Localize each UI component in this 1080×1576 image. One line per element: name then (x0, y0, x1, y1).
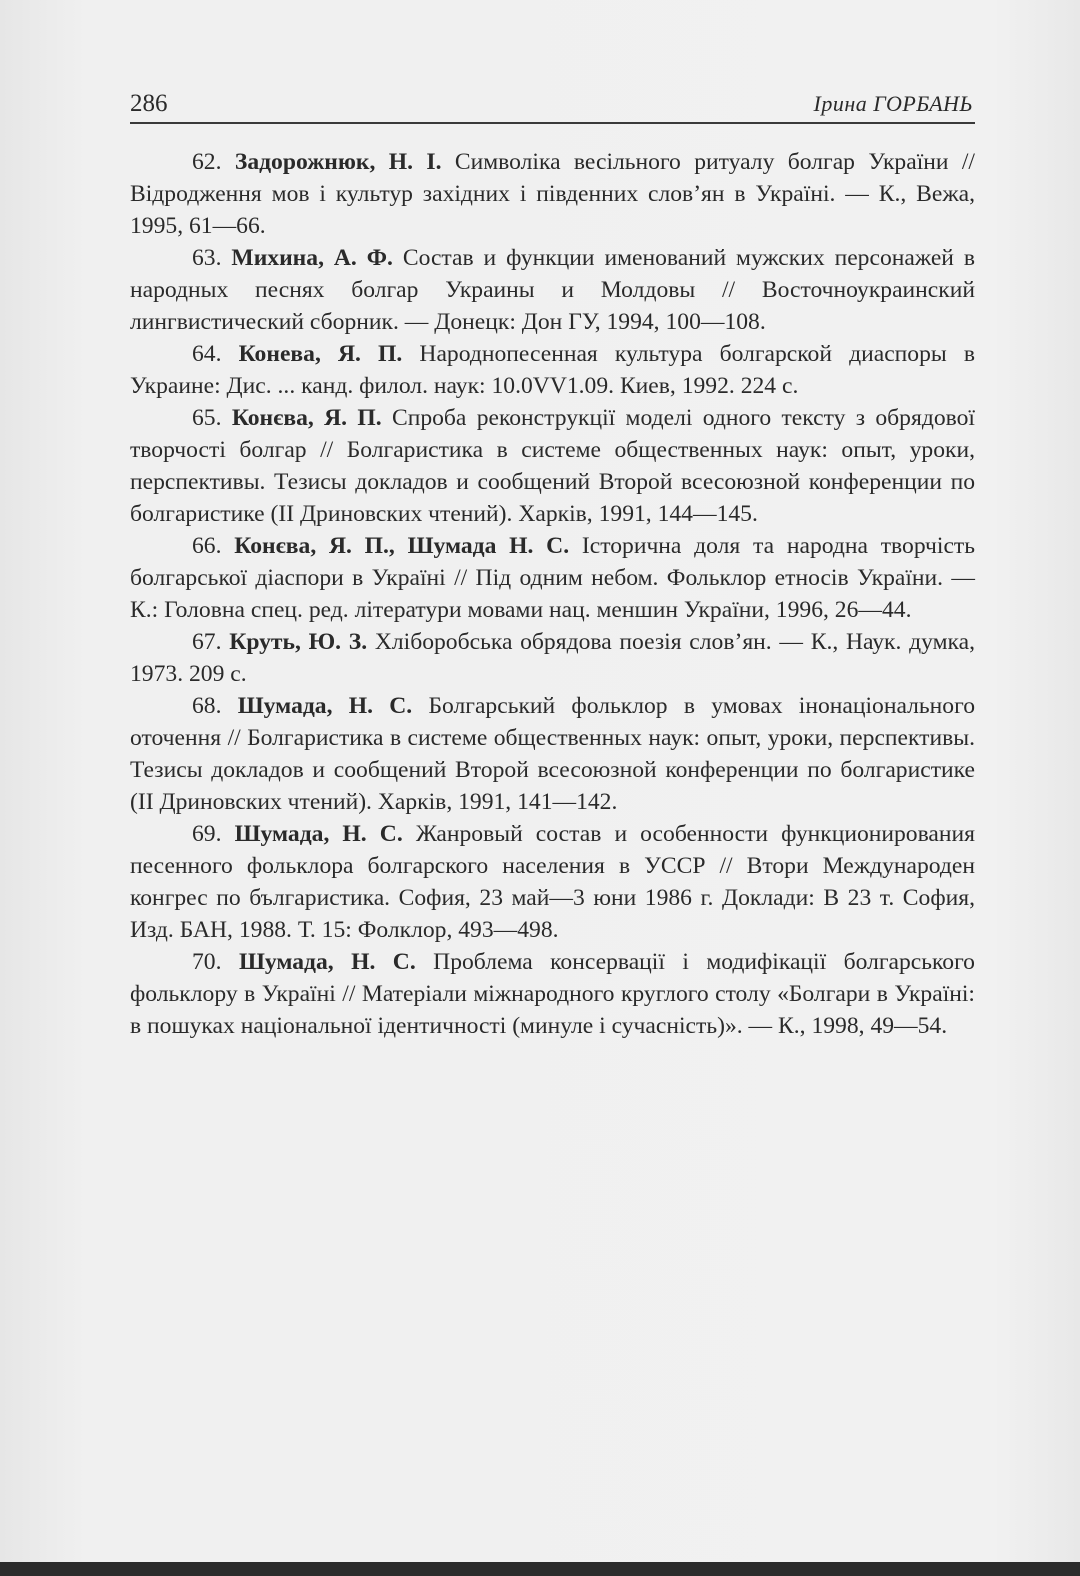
reference-number: 64. (192, 341, 222, 367)
reference-author: Круть, Ю. З. (229, 629, 368, 655)
reference-item (130, 530, 975, 626)
reference-number: 62. (192, 149, 222, 175)
reference-item (130, 338, 975, 402)
reference-list (130, 146, 975, 1042)
reference-number: 63. (192, 245, 222, 271)
reference-text: Народнопесенная культура болгарской диаспоры в Украине: Дис. ... канд. филол. наук: 10.0VV1.09. Киев, 1992. 224 с. (130, 341, 975, 399)
reference-author: Задорожнюк, Н. І. (234, 149, 442, 175)
reference-text: Символіка весільного ритуалу болгар України // Відродження мов і культур західних і південних слов’ян в Україні. — К., Вежа, 1995, 61—66. (130, 149, 975, 239)
reference-text: Проблема консервації і модифікації болгарського фольклору в Україні // Матеріали міжнародного круглого столу «Болгари в Україні: в пошуках національної ідентичності (минуле і сучасність)». — К., 1998, 49—54. (130, 949, 975, 1039)
reference-item (130, 146, 975, 242)
reference-number: 70. (192, 949, 222, 975)
reference-item (130, 946, 975, 1042)
reference-number: 68. (192, 693, 222, 719)
page-number: 286 (130, 90, 168, 117)
reference-text: Спроба реконструкції моделі одного тексту з обрядової творчості болгар // Болгаристика в системе общественных наук: опыт, уроки, перспективы. Тезисы докладов и сообщений Второй всесоюзной конференции по болгаристике (II Дриновских чтений). Харків, 1991, 144—145. (130, 405, 975, 527)
reference-text: Болгарський фольклор в умовах інонаціонального оточення // Болгаристика в системе общественных наук: опыт, уроки, перспективы. Тезисы докладов и сообщений Второй всесоюзной конференции по болгаристике (II Дриновских чтений). Харків, 1991, 141—142. (130, 693, 975, 815)
reference-item (130, 402, 975, 530)
reference-number: 69. (192, 821, 222, 847)
reference-author: Шумада, Н. С. (238, 949, 416, 975)
reference-author: Конева, Я. П. (238, 341, 403, 367)
reference-author: Конєва, Я. П. (231, 405, 382, 431)
reference-number: 67. (192, 629, 222, 655)
reference-item (130, 818, 975, 946)
reference-number: 65. (192, 405, 222, 431)
reference-author: Михина, А. Ф. (231, 245, 393, 271)
reference-item (130, 626, 975, 690)
page-bottom-edge (0, 1562, 1080, 1576)
running-head-author: Ірина ГОРБАНЬ (813, 91, 973, 116)
reference-number: 66. (192, 533, 222, 559)
reference-text: Хліборобська обрядова поезія слов’ян. — К., Наук. думка, 1973. 209 с. (130, 629, 976, 687)
reference-item (130, 242, 975, 338)
reference-item (130, 690, 975, 818)
reference-text: Жанровый состав и особенности функционирования песенного фольклора болгарского населения в УССР // Втори Международен конгрес по българистика. София, 23 май—3 юни 1986 г. Доклади: В 23 т. София, Изд. БАН, 1988. Т. 15: Фолклор, 493—498. (130, 821, 976, 943)
reference-text: Історична доля та народна творчість болгарської діаспори в Україні // Під одним небом. Фольклор етносів України. — К.: Головна спец. ред. літератури мовами нац. меншин України, 1996, 26—44. (130, 533, 975, 623)
reference-text: Состав и функции именований мужских персонажей в народных песнях болгар Украины и Молдовы // Восточноукраинский лингвистический сборник. — Донецк: Дон ГУ, 1994, 100—108. (130, 245, 975, 335)
reference-author: Шумада, Н. С. (237, 693, 413, 719)
reference-author: Конєва, Я. П., Шумада Н. С. (234, 533, 570, 559)
reference-author: Шумада, Н. С. (234, 821, 403, 847)
running-head (130, 88, 975, 124)
